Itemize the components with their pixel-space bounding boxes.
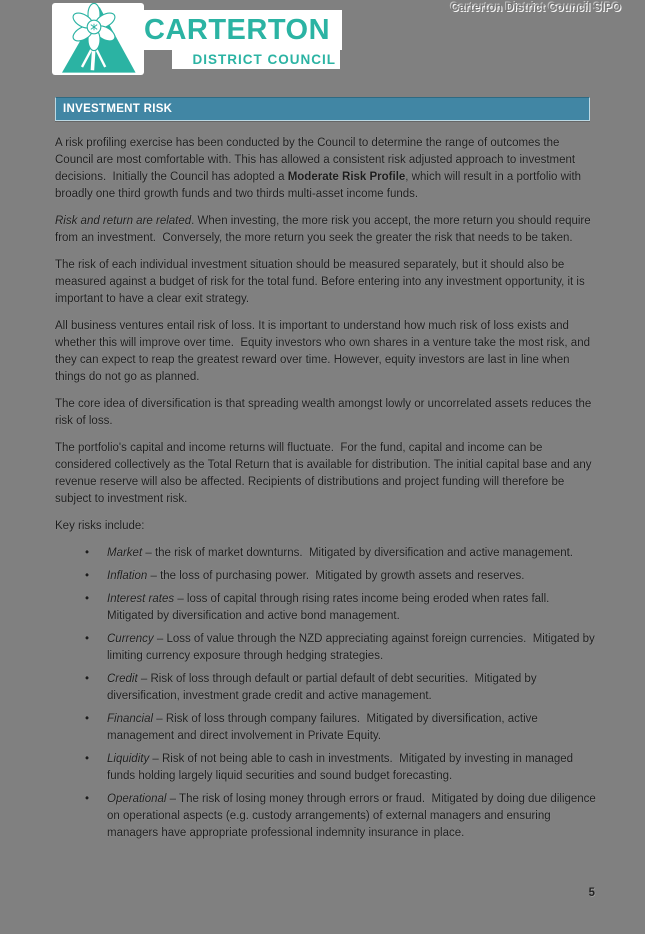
paragraph-text: Risk and return are related xyxy=(55,215,192,227)
document-running-header: Carterton District Council SIPO xyxy=(450,2,621,14)
risk-term: Currency xyxy=(107,633,154,645)
paragraph xyxy=(55,518,598,535)
logo-name-plate xyxy=(138,10,342,50)
section-header-bar xyxy=(55,97,590,121)
paragraph-text: . When investing, the more risk you accept, the more return you should require from an investment. Conversely, the more return you seek the greater the risk that needs to be taken. xyxy=(55,215,594,244)
risk-term: Market xyxy=(107,547,143,559)
page-number: 5 xyxy=(588,887,595,899)
risk-bullet-item xyxy=(55,671,598,705)
paragraph-text: Key risks include: xyxy=(55,520,145,532)
paragraph xyxy=(55,396,598,430)
risk-bullet-item xyxy=(55,545,598,562)
paragraph-text: , which will result in a portfolio with broadly one third growth funds and two thirds multi-asset income funds. xyxy=(55,171,585,200)
paragraph xyxy=(55,257,598,308)
paragraph-text: Moderate Risk Profile xyxy=(287,171,406,183)
risk-bullet-item xyxy=(55,711,598,745)
risk-description: – Risk of loss through default or partial default of debt securities. Mitigated by diversification, investment grade credit and active management. xyxy=(107,673,540,702)
risk-term: Operational xyxy=(107,793,167,805)
daffodil-mountain-icon xyxy=(52,3,144,75)
risk-description: – Risk of not being able to cash in investments. Mitigated by investing in managed funds holding largely liquid securities and sound budget forecasting. xyxy=(107,753,577,782)
logo-daffodil-mountain-icon xyxy=(52,3,144,75)
document-body xyxy=(55,135,598,848)
paragraph-text: The risk of each individual investment situation should be measured separately, but it should also be measured against a budget of risk for the total fund. Before entering into any investment opportunity, it is important to have a clear exit strategy. xyxy=(55,259,588,305)
risk-bullet-item xyxy=(55,591,598,625)
paragraph xyxy=(55,135,598,203)
logo-subtitle-plate xyxy=(172,50,340,69)
risk-description: – loss of capital through rising rates income being eroded when rates fall. Mitigated by diversification and active bond management. xyxy=(107,593,553,622)
paragraph xyxy=(55,318,598,386)
risk-description: – Loss of value through the NZD appreciating against foreign currencies. Mitigated by limiting currency exposure through hedging strategies. xyxy=(107,633,598,662)
logo-org-subtitle: DISTRICT COUNCIL xyxy=(192,51,336,67)
risk-term: Inflation xyxy=(107,570,148,582)
paragraph-text: The core idea of diversification is that spreading wealth amongst lowly or uncorrelated assets reduces the risk of loss. xyxy=(55,398,595,427)
risk-term: Credit xyxy=(107,673,138,685)
body-paragraphs xyxy=(55,135,598,535)
risk-term: Financial xyxy=(107,713,154,725)
risk-bullet-item xyxy=(55,631,598,665)
risk-bullet-item xyxy=(55,751,598,785)
paragraph-text: A risk profiling exercise has been conducted by the Council to determine the range of outcomes the Council are most comfortable with. This has allowed a consistent risk adjusted approach to investment decisions. Initially the Council has adopted a xyxy=(55,137,579,183)
risk-description: – Risk of loss through company failures. Mitigated by diversification, active management and direct involvement in Private Equity. xyxy=(107,713,542,742)
paragraph-text: The portfolio's capital and income returns will fluctuate. For the fund, capital and income can be considered collectively as the Total Return that is available for distribution. The initial capital base and any revenue reserve will also be affected. Recipients of distributions and project funding will therefore be subject to investment risk. xyxy=(55,442,595,505)
carterton-council-logo xyxy=(52,3,342,75)
paragraph xyxy=(55,213,598,247)
logo-org-name: CARTERTON xyxy=(144,13,331,46)
paragraph xyxy=(55,440,598,508)
section-title: INVESTMENT RISK xyxy=(63,103,173,115)
risk-bullet-item xyxy=(55,568,598,585)
risk-description: – The risk of losing money through errors or fraud. Mitigated by doing due diligence on operational aspects (e.g. custody arrangements) of external managers and ensuring managers have appropriate professional indemnity insurance in place. xyxy=(107,793,600,839)
risk-description: – the loss of purchasing power. Mitigated by growth assets and reserves. xyxy=(147,570,525,582)
risk-description: – the risk of market downturns. Mitigated by diversification and active management. xyxy=(142,547,573,559)
risk-term: Interest rates xyxy=(107,593,175,605)
paragraph-text: All business ventures entail risk of loss. It is important to understand how much risk of loss exists and whether this will improve over time. Equity investors who own shares in a venture take the most risk, and they can expect to reap the greatest reward over time. However, equity investors are last in line when things do not go as planned. xyxy=(55,320,594,383)
risk-term: Liquidity xyxy=(107,753,150,765)
key-risks-list xyxy=(55,545,598,842)
risk-bullet-item xyxy=(55,791,598,842)
